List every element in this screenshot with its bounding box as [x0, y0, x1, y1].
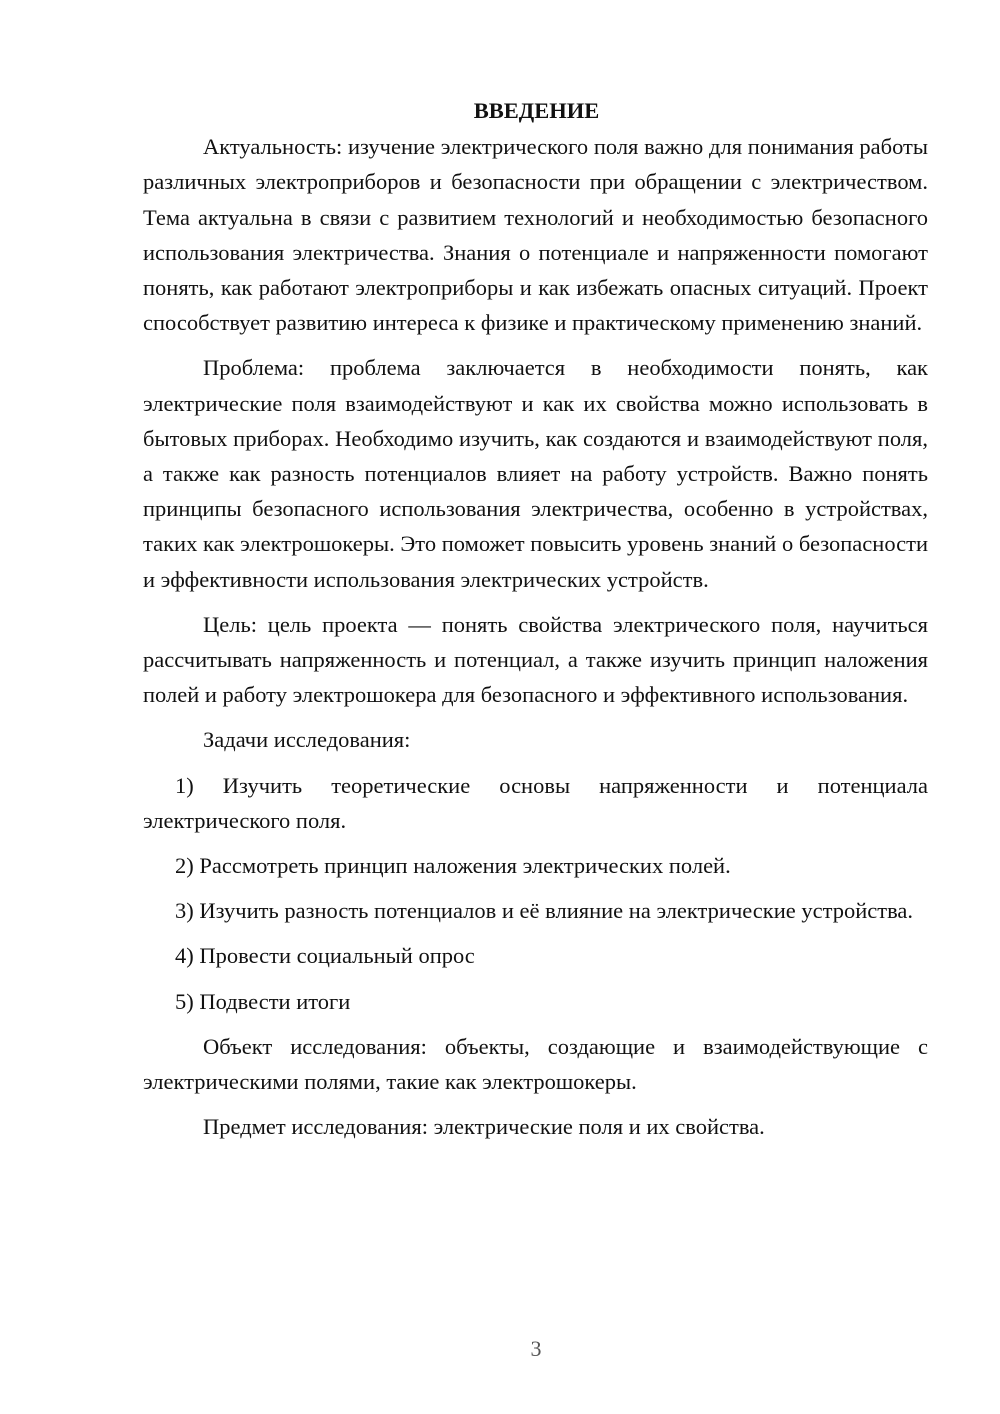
relevance-paragraph: Актуальность: изучение электрического поля важно для понимания работы различных электроприборов и безопасности при обращении с электричеством. Тема актуальна в связи с развитием технологий и необходимостью безопасного использования электричества. Знания о потенциале и напряженности помогают понять, как работают электроприборы и как избежать опасных ситуаций. Проект способствует развитию интереса к физике и практическому применению знаний.	[143, 134, 928, 336]
task-item: 2) Рассмотреть принцип наложения электрических полей.	[175, 853, 731, 879]
task-item: 5) Подвести итоги	[175, 988, 351, 1014]
page-title: ВВЕДЕНИЕ	[473, 98, 600, 123]
goal-paragraph: Цель: цель проекта — понять свойства электрического поля, научиться рассчитывать напряженность и потенциал, а также изучить принцип наложения полей и работу электрошокера для безопасного и эффективного использования.	[143, 611, 928, 708]
page-number: 3	[530, 1336, 542, 1361]
document-body	[143, 93, 928, 1144]
task-item: 1) Изучить теоретические основы напряженности и потенциала электрического поля.	[143, 772, 928, 833]
task-item: 4) Провести социальный опрос	[175, 943, 475, 969]
research-subject-paragraph: Предмет исследования: электрические поля и их свойства.	[203, 1114, 765, 1140]
problem-paragraph: Проблема: проблема заключается в необходимости понять, как электрические поля взаимодействуют и как их свойства можно использовать в бытовых приборах. Необходимо изучить, как создаются и взаимодействуют поля, а также как разность потенциалов влияет на работу устройств. Важно понять принципы безопасного использования электричества, особенно в устройствах, таких как электрошокеры. Это поможет повысить уровень знаний о безопасности и эффективности использования электрических устройств.	[143, 355, 928, 592]
tasks-heading: Задачи исследования:	[203, 727, 411, 753]
task-item: 3) Изучить разность потенциалов и её влияние на электрические устройства.	[175, 898, 914, 924]
research-object-paragraph: Объект исследования: объекты, создающие и взаимодействующие с электрическими полями, такие как электрошокеры.	[143, 1033, 928, 1095]
